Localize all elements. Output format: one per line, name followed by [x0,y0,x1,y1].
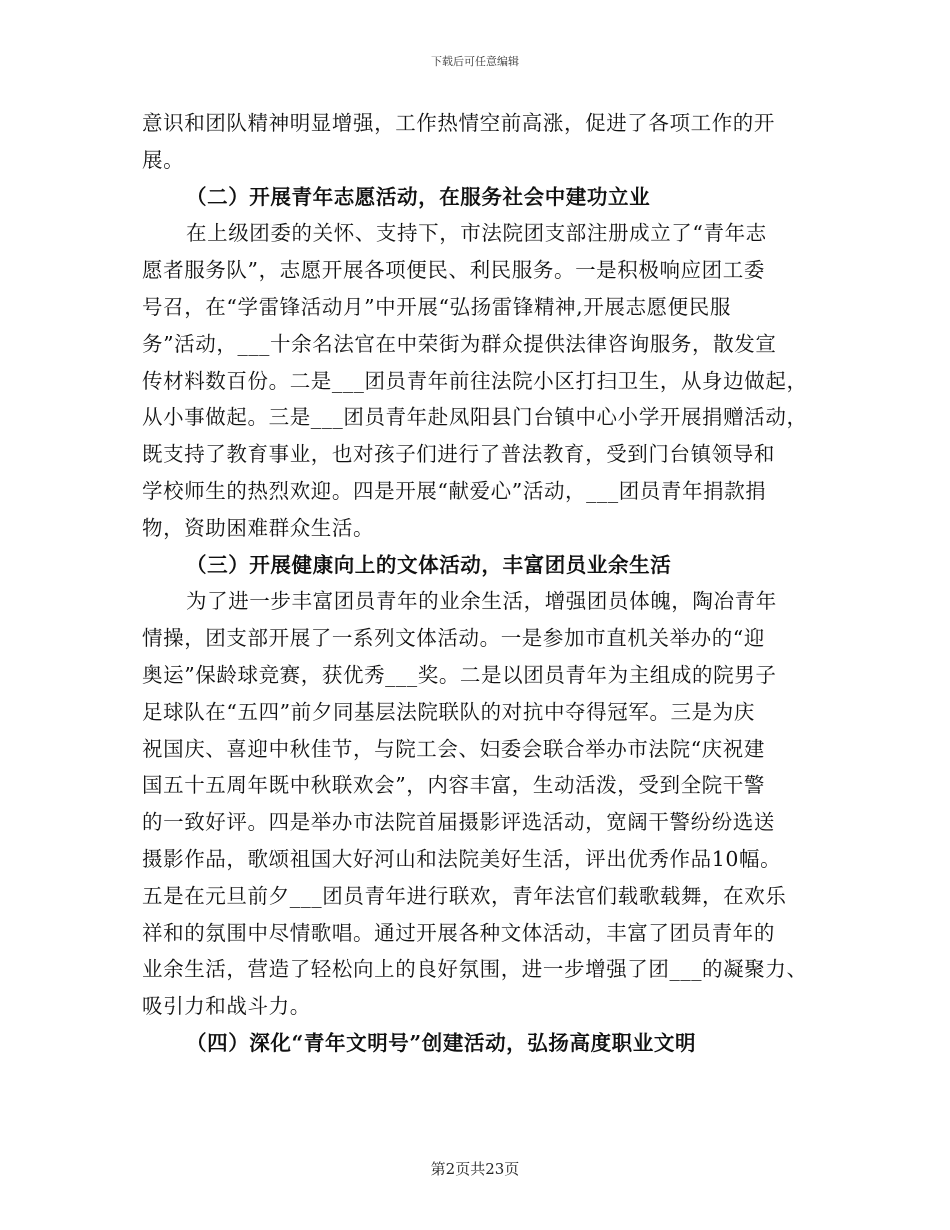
text-line: 祥和的氛围中尽情歌唱。通过开展各种文体活动，丰富了团员青年的 [142,920,775,945]
page-number: 第2页共23页 [430,1160,520,1178]
section-heading: （二）开展青年志愿活动，在服务社会中建功立业 [186,184,651,209]
paragraph-first-line: 在上级团委的关怀、支持下，市法院团支部注册成立了“青年志 [186,221,767,246]
text-line: 意识和团队精神明显增强，工作热情空前高涨，促进了各项工作的开 [142,111,775,135]
text-line: 吸引力和战斗力。 [142,994,311,1019]
text-line: 情操，团支部开展了一系列文体活动。一是参加市直机关举办的“迎 [142,626,765,651]
text-line: 五是在元旦前夕___团员青年进行联欢，青年法官们载歌载舞，在欢乐 [142,883,787,908]
text-line: 物，资助困难群众生活。 [142,515,375,540]
text-line: 业余生活，营造了轻松向上的良好氛围，进一步增强了团___的凝聚力、 [142,957,808,982]
text-line: 展。 [142,147,185,172]
text-line: 传材料数百份。二是___团员青年前往法院小区打扫卫生，从身边做起， [142,368,808,393]
text-line: 祝国庆、喜迎中秋佳节，与院工会、妇委会联合举办市法院“庆祝建 [142,736,765,761]
text-line: 务”活动，___十余名法官在中荣街为群众提供法律咨询服务，散发宣 [142,331,777,356]
text-line: 摄影作品，歌颂祖国大好河山和法院美好生活，评出优秀作品10幅。 [142,846,782,871]
text-line: 学校师生的热烈欢迎。四是开展“献爱心”活动，___团员青年捐款捐 [142,478,767,503]
text-line: 愿者服务队”，志愿开展各项便民、利民服务。一是积极响应团工委 [142,258,765,283]
text-line: 足球队在“五四”前夕同基层法院联队的对抗中夺得冠军。三是为庆 [142,699,755,724]
paragraph-first-line: 为了进一步丰富团员青年的业余生活，增强团员体魄，陶冶青年 [186,589,777,614]
text-line: 号召，在“学雷锋活动月”中开展“弘扬雷锋精神,开展志愿便民服 [142,294,731,319]
page-header: 下载后可任意编辑 [431,55,519,68]
text-line: 国五十五周年既中秋联欢会”，内容丰富，生动活泼，受到全院干警 [142,773,765,798]
text-line: 从小事做起。三是___团员青年赴凤阳县门台镇中心小学开展捐赠活动， [142,405,808,430]
section-heading: （四）深化“青年文明号”创建活动，弘扬高度职业文明 [186,1030,697,1055]
text-line: 奥运”保龄球竞赛，获优秀___奖。二是以团员青年为主组成的院男子 [142,662,777,687]
document-body [142,105,822,1062]
text-line: 的一致好评。四是举办市法院首届摄影评选活动，宽阔干警纷纷选送 [142,810,775,835]
text-line: 既支持了教育事业，也对孩子们进行了普法教育，受到门台镇领导和 [142,442,775,467]
section-heading: （三）开展健康向上的文体活动，丰富团员业余生活 [186,552,672,577]
